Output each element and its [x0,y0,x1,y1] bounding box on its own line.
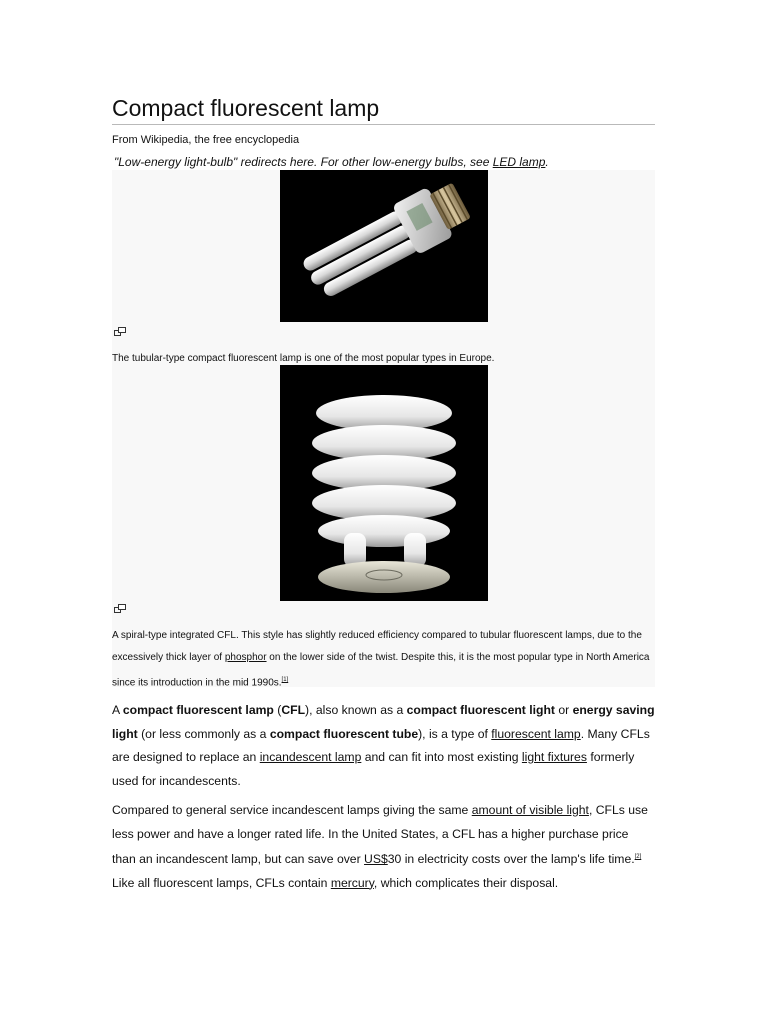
incandescent-lamp-link[interactable]: incandescent lamp [259,750,362,764]
p1-text: ), is a type of [418,726,492,741]
page-title: Compact fluorescent lamp [112,94,655,125]
phosphor-link[interactable]: phosphor [224,652,267,663]
spiral-cfl-image[interactable] [280,365,488,601]
p1-text: A [112,703,123,717]
reference-link-2[interactable]: [2] [634,854,642,860]
p1-text: (or less commonly as a [137,726,270,741]
light-fixtures-link[interactable]: light fixtures [521,750,587,764]
intro-paragraph [112,699,655,793]
p2-text: , which complicates their disposal. [373,875,559,890]
p1-text: formerly used for incandescents. [112,750,635,788]
hatnote [114,155,549,169]
p1-bold: energy saving light [112,703,655,741]
fluorescent-lamp-link[interactable]: fluorescent lamp [491,726,581,741]
site-subtitle: From Wikipedia, the free encyclopedia [112,134,300,146]
tubular-cfl-image[interactable] [280,170,488,322]
p1-text: and can fit into most existing [361,750,522,764]
caption2-part-a: A spiral-type integrated CFL. This style has slightly reduced efficiency compared to tubular fluorescent lamps, due to the excessively thick layer of [112,630,642,663]
p1-bold: compact fluorescent lamp [122,703,274,717]
hatnote-text: "Low-energy light-bulb" redirects here. For other low-energy bulbs, see [114,155,493,169]
p1-text: ( [273,703,282,717]
us-dollar-link[interactable]: US$ [364,852,388,867]
p1-bold: CFL [281,703,306,717]
caption2-part-b: on the lower side of the twist. Despite this, it is the most popular type in North America since its introduction in the mid 1990s. [112,652,650,689]
p1-text: . Many CFLs are designed to replace an [112,726,650,764]
magnify-icon[interactable] [114,604,126,613]
spiral-cfl-drawing [280,365,488,601]
magnify-icon[interactable] [114,327,126,336]
visible-light-link[interactable]: amount of visible light [471,803,589,817]
p2-text: , CFLs use less power and have a longer rated life. In the United States, a CFL has a higher purchase price than an incandescent lamp, but can save over [112,803,648,867]
mercury-link[interactable]: mercury [330,875,374,890]
p1-bold: compact fluorescent tube [269,726,419,741]
p2-text: Compared to general service incandescent lamps giving the same [112,803,472,817]
p1-text: or [554,703,573,717]
p1-bold: compact fluorescent light [406,703,555,717]
reference-link-1[interactable]: [1] [281,677,289,683]
p2-text: Like all fluorescent lamps, CFLs contain [112,875,331,890]
figure-caption-1: The tubular-type compact fluorescent lamp is one of the most popular types in Europe. [112,353,495,364]
p1-text: ), also known as a [305,703,407,717]
hatnote-end: . [545,155,549,169]
comparison-paragraph [112,799,655,895]
tubular-cfl-drawing [280,170,488,322]
p2-text: 30 in electricity costs over the lamp's life time. [387,852,635,867]
figure-caption-2 [112,625,655,694]
led-lamp-link[interactable]: LED lamp [492,155,546,169]
